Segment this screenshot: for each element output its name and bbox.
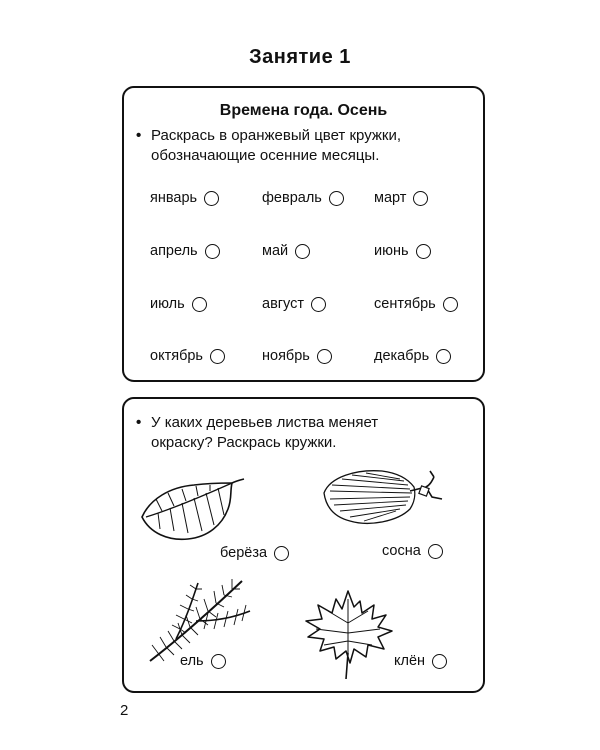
month-label: май [262,243,289,259]
month-march [374,190,428,206]
answer-circle[interactable] [443,297,458,312]
answer-circle[interactable] [210,349,225,364]
tree-option-maple [394,653,447,669]
answer-circle[interactable] [311,297,326,312]
task1-instruction-line1: Раскрась в оранжевый цвет кружки, [151,127,402,144]
bullet-marker: • [136,414,142,431]
task1-title: Времена года. Осень [219,102,388,119]
task2-instruction-line2: окраску? Раскрась кружки. [151,434,337,451]
answer-circle[interactable] [428,544,443,559]
answer-circle[interactable] [204,191,219,206]
month-label: июль [150,296,185,312]
month-label: август [262,296,305,312]
month-august [262,296,326,312]
month-label: январь [150,190,198,206]
month-label: ноябрь [262,348,310,364]
month-december [374,348,451,364]
task2-instruction [136,413,378,453]
bullet-marker: • [136,127,142,144]
answer-circle[interactable] [436,349,451,364]
answer-circle[interactable] [274,546,289,561]
month-october [150,348,225,364]
answer-circle[interactable] [205,244,220,259]
answer-circle[interactable] [211,654,226,669]
answer-circle[interactable] [416,244,431,259]
answer-circle[interactable] [295,244,310,259]
birch-leaf-illustration [136,477,246,547]
month-label: октябрь [150,348,203,364]
tree-label: берёза [220,545,268,561]
month-july [150,296,207,312]
month-june [374,243,431,259]
task1-instruction [136,126,401,166]
month-label: июнь [374,243,409,259]
month-label: февраль [262,190,322,206]
page-title: Занятие 1 [249,46,351,68]
answer-circle[interactable] [432,654,447,669]
spruce-branch-illustration [146,575,256,665]
maple-leaf-illustration [292,583,402,683]
tree-option-birch [220,545,289,561]
tree-label: клён [394,653,426,669]
month-february [262,190,344,206]
month-april [150,243,220,259]
page-number: 2 [120,702,129,719]
month-september [374,296,458,312]
task1-instruction-line2: обозначающие осенние месяцы. [151,147,380,164]
task1-box [122,86,485,382]
answer-circle[interactable] [317,349,332,364]
tree-label: ель [180,653,204,669]
tree-option-pine [382,543,443,559]
task2-box [122,397,485,693]
task2-instruction-line1: У каких деревьев листва меняет [151,414,379,431]
month-label: март [374,190,407,206]
month-label: апрель [150,243,198,259]
answer-circle[interactable] [192,297,207,312]
month-label: декабрь [374,348,430,364]
tree-label: сосна [382,543,421,559]
pine-branch-illustration [320,465,450,535]
tree-option-spruce [180,653,226,669]
month-november [262,348,332,364]
month-label: сентябрь [374,296,436,312]
month-may [262,243,310,259]
answer-circle[interactable] [413,191,428,206]
month-january [150,190,219,206]
answer-circle[interactable] [329,191,344,206]
